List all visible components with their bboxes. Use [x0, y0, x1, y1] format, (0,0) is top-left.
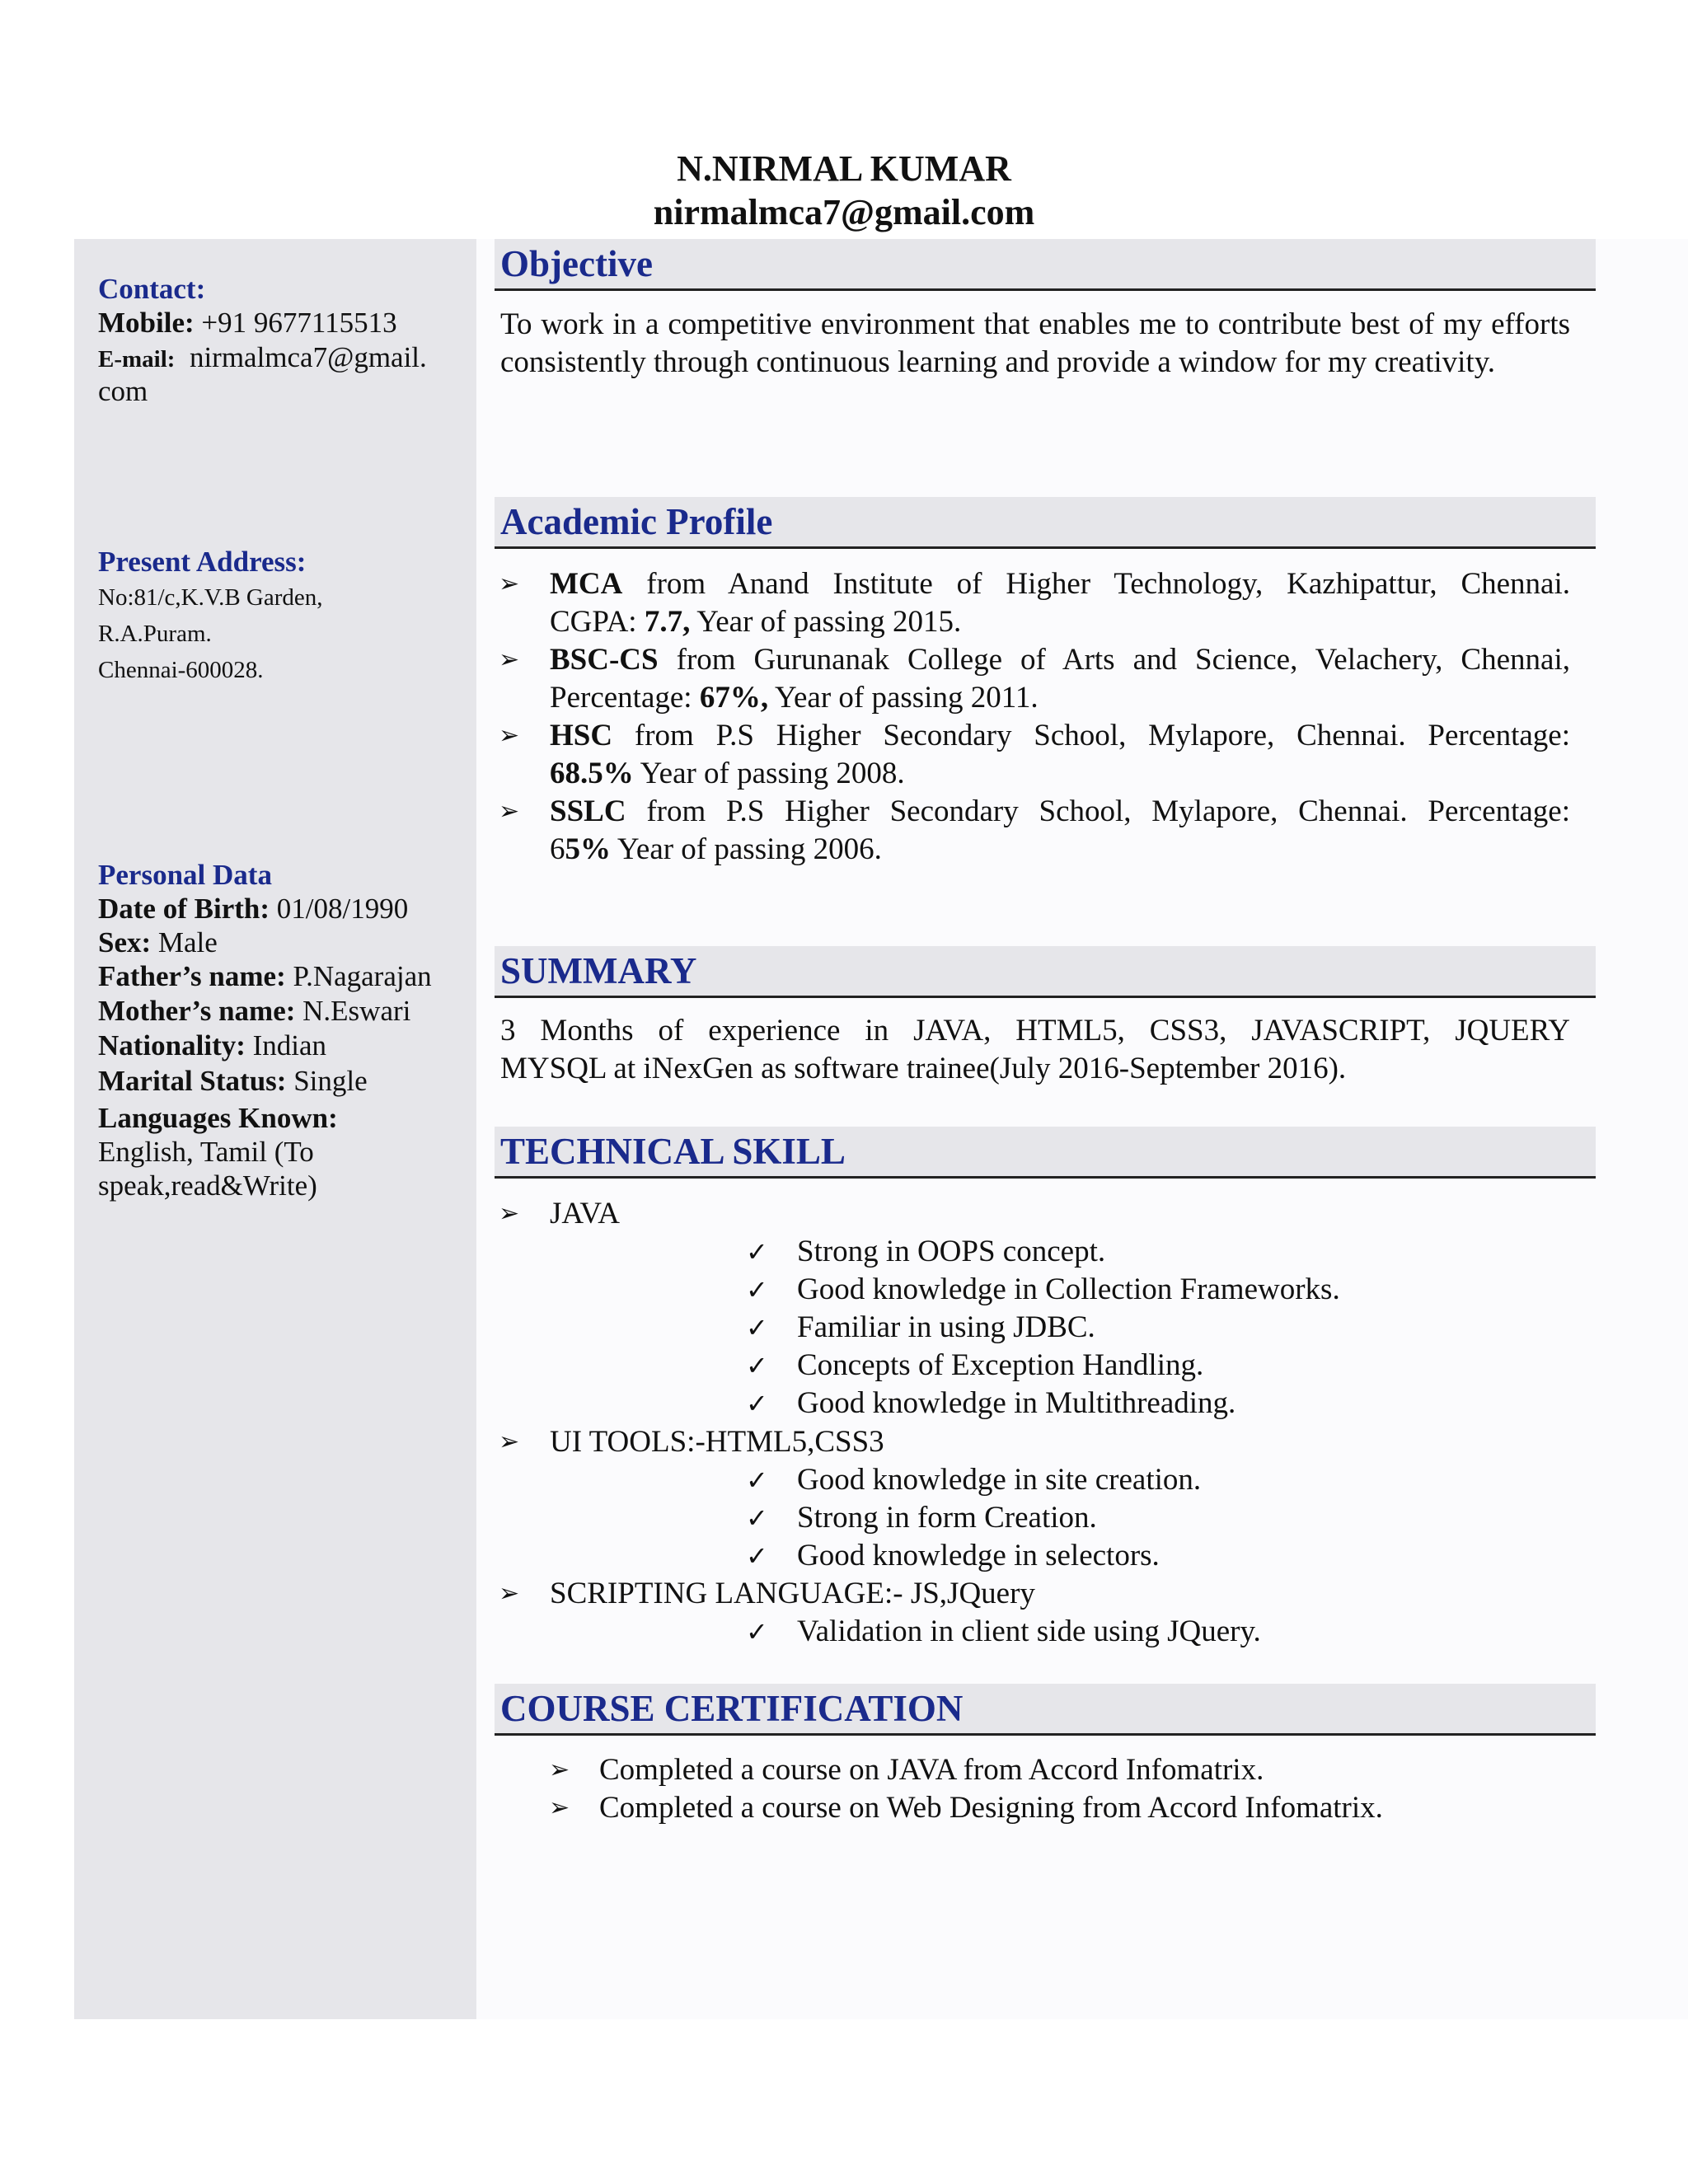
- result-year: Year of passing 2008.: [633, 757, 905, 790]
- degree-name: HSC: [550, 719, 613, 752]
- arrow-bullet-icon: ➢: [499, 721, 520, 750]
- check-icon: ✓: [746, 1540, 768, 1572]
- academic-detail: from P.S Higher Secondary School, Mylapore, Chennai. Percentage:: [634, 719, 1571, 752]
- address-line: R.A.Puram.: [98, 621, 212, 647]
- check-icon: ✓: [746, 1274, 768, 1305]
- skill-group-title: JAVA: [550, 1197, 621, 1230]
- mobile-value: +91 9677115513: [201, 307, 397, 339]
- summary-text: MYSQL at iNexGen as software trainee(July 2016-September 2016).: [500, 1052, 1347, 1085]
- address-line: No:81/c,K.V.B Garden,: [98, 584, 323, 611]
- personal-row: [98, 1029, 326, 1063]
- arrow-bullet-icon: ➢: [549, 1755, 570, 1784]
- check-icon: ✓: [746, 1616, 768, 1647]
- summary-header: [495, 946, 1596, 998]
- result-value: 7.7,: [644, 605, 691, 639]
- arrow-bullet-icon: ➢: [499, 797, 520, 826]
- address-heading: Present Address:: [98, 546, 307, 578]
- skill-point: Good knowledge in Collection Frameworks.: [797, 1272, 1340, 1306]
- personal-value: Single: [293, 1065, 368, 1097]
- skill-point: Good knowledge in site creation.: [797, 1463, 1202, 1497]
- personal-value: N.Eswari: [302, 995, 411, 1027]
- arrow-bullet-icon: ➢: [499, 1427, 520, 1456]
- skill-point: Strong in form Creation.: [797, 1501, 1097, 1535]
- result-label: Percentage:: [550, 681, 700, 715]
- personal-label: Sex:: [98, 926, 152, 958]
- contact-heading: Contact:: [98, 273, 206, 305]
- result-year: Year of passing 2006.: [611, 832, 882, 866]
- check-icon: ✓: [746, 1236, 768, 1268]
- certification-item: Completed a course on Web Designing from Accord Infomatrix.: [599, 1791, 1383, 1825]
- skill-point: Strong in OOPS concept.: [797, 1235, 1106, 1268]
- section-title: COURSE CERTIFICATION: [500, 1688, 964, 1729]
- result-value: 67%,: [699, 681, 769, 715]
- personal-row: [98, 926, 218, 960]
- resume-email: nirmalmca7@gmail.com: [653, 192, 1035, 232]
- academic-detail: from Gurunanak College of Arts and Science, Velachery, Chennai,: [676, 643, 1570, 677]
- section-title: Academic Profile: [500, 501, 773, 542]
- languages-label-text: Languages Known:: [98, 1102, 338, 1134]
- section-title: Objective: [500, 243, 653, 284]
- mobile-line: [98, 306, 397, 340]
- result-value: 5%: [565, 832, 611, 866]
- summary-text: 3 Months of experience in JAVA, HTML5, CSS3, JAVASCRIPT, JQUERY: [500, 1014, 1570, 1047]
- academic-item-result: [550, 755, 905, 793]
- academic-detail: from P.S Higher Secondary School, Mylapore, Chennai. Percentage:: [646, 794, 1571, 828]
- degree-name: SSLC: [550, 794, 626, 828]
- email-label: E-mail:: [98, 346, 176, 373]
- section-title: SUMMARY: [500, 950, 697, 991]
- check-icon: ✓: [746, 1465, 768, 1496]
- personal-value: Male: [157, 926, 218, 958]
- email-line: [98, 340, 427, 377]
- email-value: nirmalmca7@gmail.: [189, 341, 427, 373]
- arrow-bullet-icon: ➢: [499, 569, 520, 598]
- objective-text: To work in a competitive environment that enables me to contribute best of my efforts consistently through continuous learning and provide a window for my creativity.: [500, 307, 1570, 379]
- personal-row: [98, 1064, 368, 1099]
- personal-label: Date of Birth:: [98, 893, 270, 925]
- result-year: Year of passing 2011.: [768, 681, 1039, 715]
- skill-point: Familiar in using JDBC.: [797, 1310, 1095, 1344]
- degree-name: MCA: [550, 567, 623, 601]
- result-label: 6: [550, 832, 565, 866]
- result-value: 68.5%: [550, 757, 634, 790]
- arrow-bullet-icon: ➢: [499, 1579, 520, 1608]
- academic-item-result: [550, 831, 882, 869]
- skill-point: Concepts of Exception Handling.: [797, 1348, 1204, 1382]
- personal-value: 01/08/1990: [276, 893, 409, 925]
- arrow-bullet-icon: ➢: [499, 645, 520, 674]
- check-icon: ✓: [746, 1502, 768, 1534]
- personal-heading: Personal Data: [98, 859, 272, 891]
- skill-group-title: SCRIPTING LANGUAGE:- JS,JQuery: [550, 1577, 1035, 1610]
- check-icon: ✓: [746, 1312, 768, 1343]
- personal-label: Father’s name:: [98, 960, 286, 992]
- personal-row: [98, 892, 408, 926]
- degree-name: BSC-CS: [550, 643, 659, 677]
- check-icon: ✓: [746, 1350, 768, 1381]
- result-year: Year of passing 2015.: [690, 605, 962, 639]
- technical-header: [495, 1127, 1596, 1179]
- email-value-cont: com: [98, 375, 148, 407]
- arrow-bullet-icon: ➢: [499, 1199, 520, 1228]
- certification-item: Completed a course on JAVA from Accord Infomatrix.: [599, 1753, 1264, 1787]
- mobile-label: Mobile:: [98, 307, 195, 339]
- personal-label: Marital Status:: [98, 1065, 287, 1097]
- skill-point: Good knowledge in Multithreading.: [797, 1386, 1236, 1420]
- personal-label: Mother’s name:: [98, 995, 296, 1027]
- academic-header: [495, 497, 1596, 549]
- check-icon: ✓: [746, 1388, 768, 1419]
- skill-point: Validation in client side using JQuery.: [797, 1615, 1261, 1648]
- result-label: CGPA:: [550, 605, 645, 639]
- personal-value: Indian: [252, 1029, 327, 1062]
- academic-item-result: [550, 679, 1039, 717]
- resume-name: N.NIRMAL KUMAR: [677, 148, 1011, 189]
- personal-value: P.Nagarajan: [293, 960, 432, 992]
- academic-item: [550, 793, 1570, 831]
- arrow-bullet-icon: ➢: [549, 1793, 570, 1822]
- academic-item: [550, 565, 1570, 603]
- academic-item-result: [550, 603, 961, 641]
- certification-header: [495, 1684, 1596, 1736]
- skill-point: Good knowledge in selectors.: [797, 1539, 1160, 1572]
- languages-value: speak,read&Write): [98, 1169, 317, 1202]
- section-title: TECHNICAL SKILL: [500, 1131, 846, 1172]
- academic-item: [550, 641, 1570, 679]
- objective-header: [495, 239, 1596, 291]
- address-line: Chennai-600028.: [98, 657, 264, 683]
- academic-detail: from Anand Institute of Higher Technology, Kazhipattur, Chennai.: [646, 567, 1571, 601]
- personal-label: Nationality:: [98, 1029, 246, 1062]
- academic-item: [550, 717, 1570, 755]
- languages-value: English, Tamil (To: [98, 1136, 314, 1168]
- skill-group-title: UI TOOLS:-HTML5,CSS3: [550, 1425, 884, 1459]
- personal-row: [98, 959, 432, 994]
- languages-label: [98, 1101, 338, 1136]
- personal-row: [98, 994, 410, 1029]
